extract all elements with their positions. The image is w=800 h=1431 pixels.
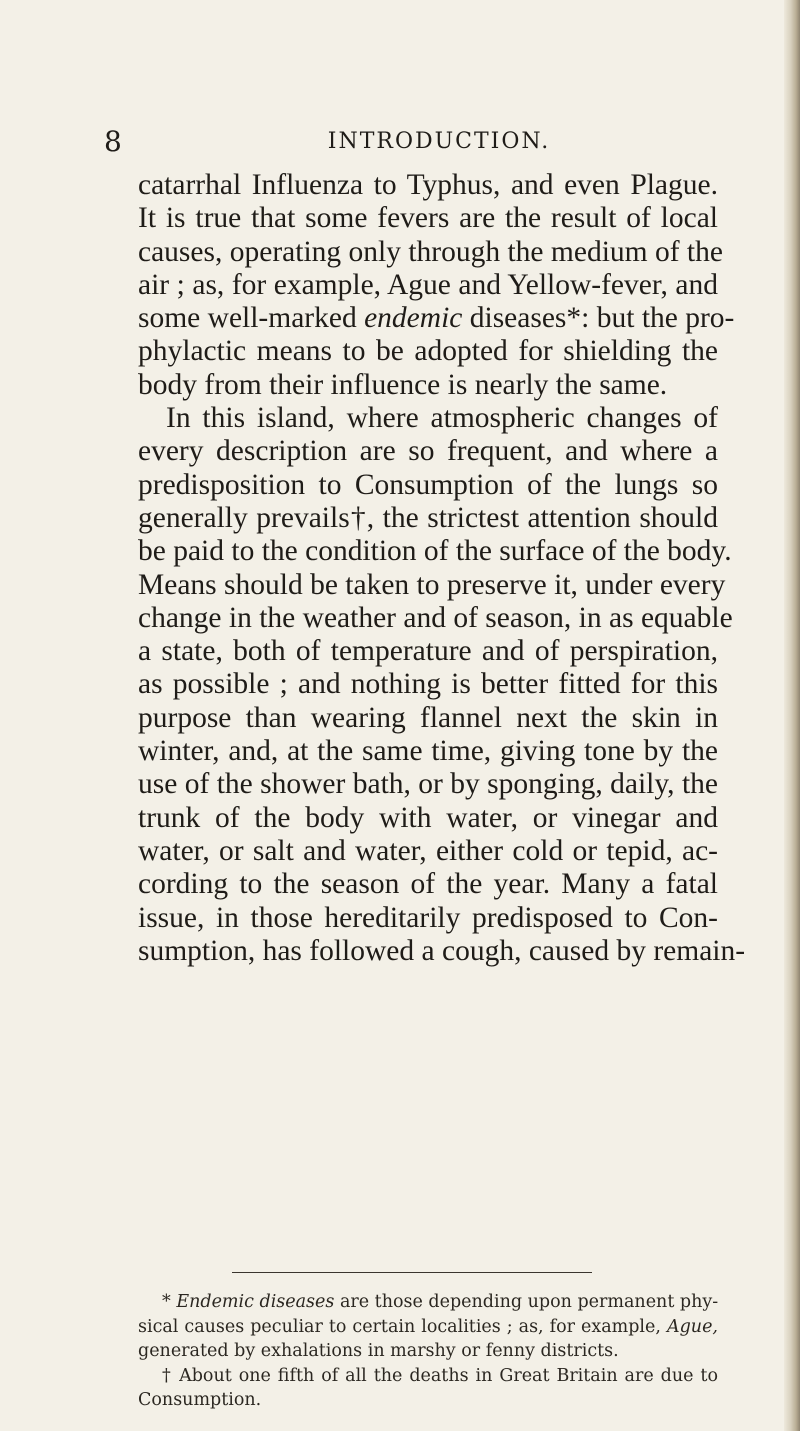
text-line: use of the shower bath, or by sponging, daily, the [138, 768, 718, 801]
text-line: every description are so frequent, and where a [138, 435, 718, 468]
text-line: catarrhal Influenza to Typhus, and even Plague. [138, 169, 718, 201]
text-span: : but the pro- [581, 302, 735, 335]
footnote-line [138, 1315, 718, 1340]
paragraph-start: In this island, where atmospheric changes of [166, 402, 718, 435]
footnote-text: are those depending upon permanent phy- [339, 1292, 719, 1312]
text-line: generally prevails†, the strictest attention should [138, 501, 718, 534]
text-line: air ; as, for example, Ague and Yellow-fever, and [138, 268, 718, 301]
page-edge [784, 0, 800, 1431]
footnote-line [138, 1290, 718, 1315]
footnote-line: generated by exhalations in marshy or fenny districts. [138, 1341, 619, 1362]
text-line: purpose than wearing flannel next the skin in [138, 701, 718, 734]
footnote-rule [232, 1272, 592, 1273]
footnote-ref: diseases* [469, 302, 582, 335]
text-line: issue, in those hereditarily predisposed to Con- [138, 901, 718, 934]
text-span: some well-marked [138, 302, 357, 335]
page-number: 8 [104, 125, 122, 158]
text-line: It is true that some fevers are the result of local [138, 202, 718, 235]
text-line: as possible ; and nothing is better fitted for this [138, 668, 718, 701]
text-line: trunk of the body with water, or vinegar and [138, 801, 718, 834]
footnote-text: sical causes peculiar to certain localities ; as, for example, [138, 1316, 661, 1337]
footnote-line: † About one fifth of all the deaths in Great Britain are due to [162, 1365, 718, 1386]
text-line [138, 302, 735, 335]
body-text [138, 169, 746, 968]
footnotes [138, 1290, 718, 1413]
text-line: sumption, has followed a cough, caused by remain- [138, 934, 746, 967]
footnote-line: Consumption. [138, 1390, 262, 1411]
text-line: a state, both of temperature and of perspiration, [138, 635, 718, 668]
text-line: cording to the season of the year. Many a fatal [138, 868, 718, 901]
text-line: be paid to the condition of the surface of the body. [138, 535, 732, 568]
text-line: body from their influence is nearly the same. [138, 368, 668, 401]
text-line: phylactic means to be adopted for shielding the [138, 335, 718, 368]
text-line: water, or salt and water, either cold or tepid, ac- [138, 834, 718, 867]
running-head: INTRODUCTION. [327, 129, 551, 154]
footnote-term: Endemic diseases [176, 1292, 335, 1312]
text-line: winter, and, at the same time, giving tone by the [138, 735, 718, 768]
page-header [104, 122, 704, 162]
endemic-term: endemic [364, 302, 463, 335]
footnote-term: Ague, [666, 1316, 718, 1337]
text-line: predisposition to Consumption of the lungs so [138, 468, 718, 501]
footnote-mark: * [162, 1292, 171, 1312]
text-line: causes, operating only through the medium of the [138, 235, 723, 268]
text-line: Means should be taken to preserve it, under every [138, 568, 726, 601]
text-line: change in the weather and of season, in as equable [138, 601, 733, 634]
